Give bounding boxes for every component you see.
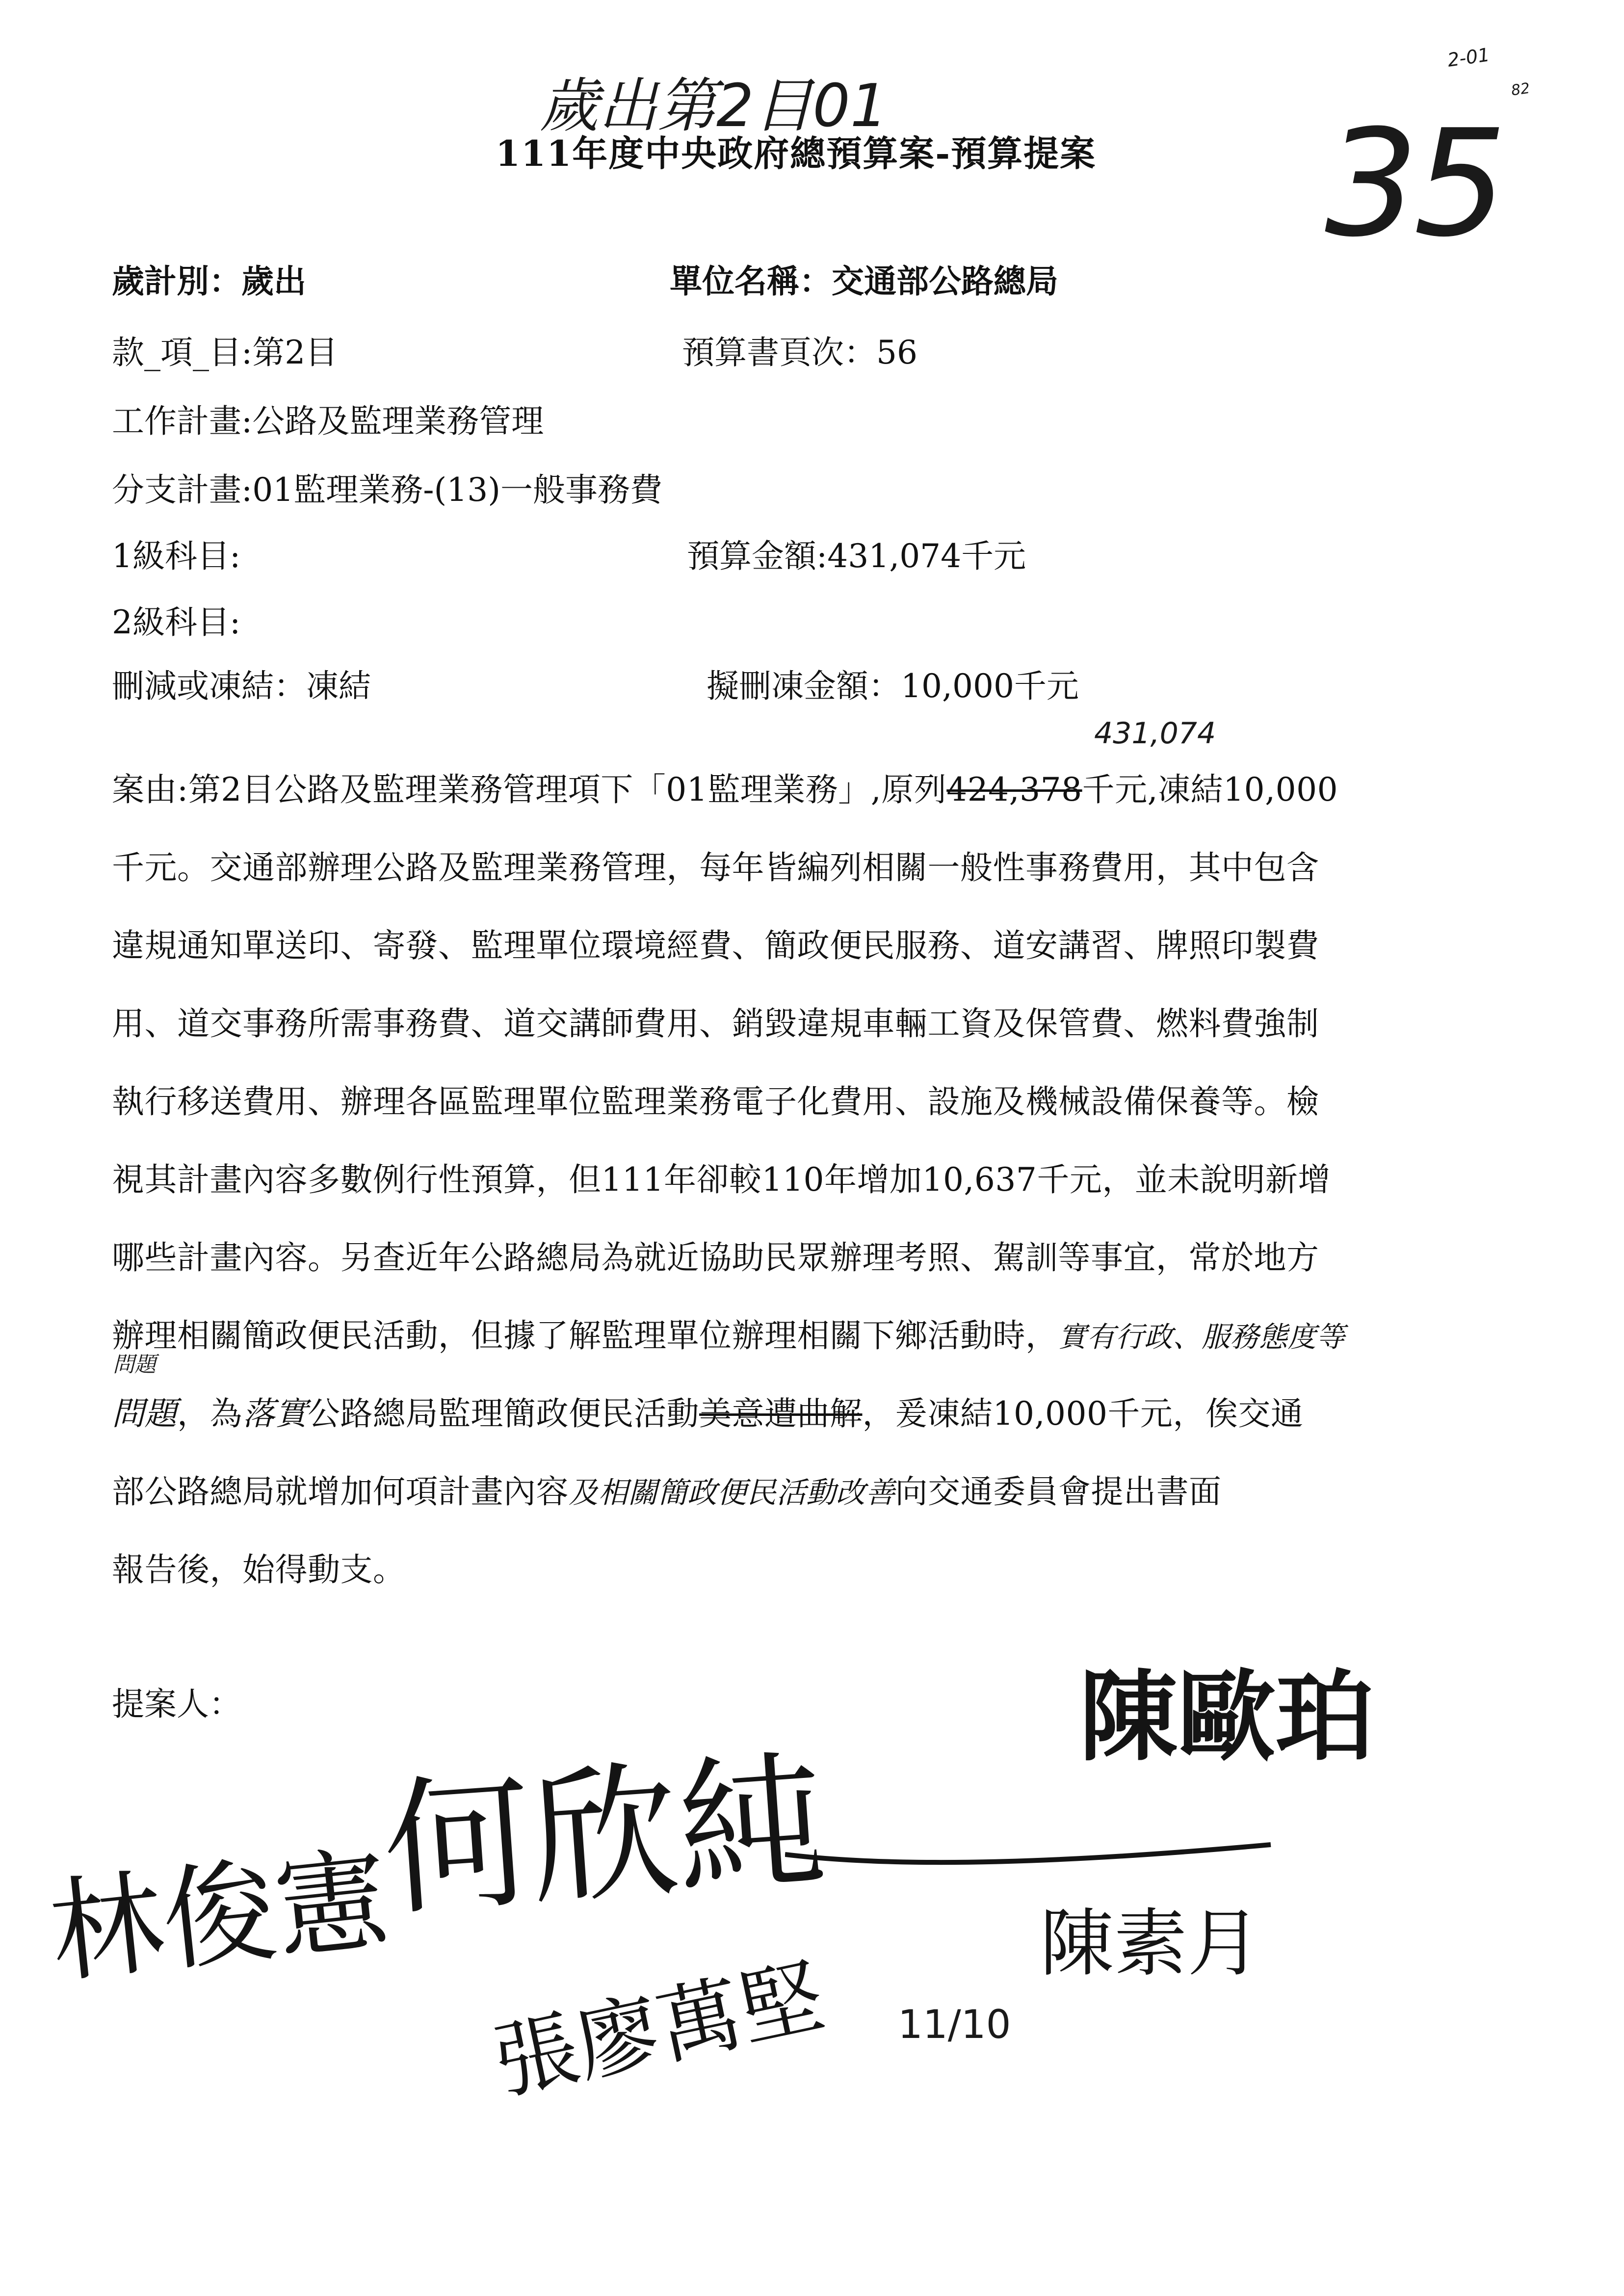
signature-4: 陳素月 (1040, 1901, 1261, 1986)
handwritten-date: 11/10 (898, 2002, 1011, 2047)
proposal-body (112, 751, 1535, 1609)
handwritten-corner-note: 2-01 (1446, 44, 1491, 71)
action-field: 刪減或凍結：凍結 (112, 667, 371, 705)
signature-underline (785, 1815, 1276, 1874)
signature-1: 何欣純 (378, 1734, 831, 1936)
item-field: 款_項_目:第2目 (112, 334, 338, 371)
body-line-10: 部公路總局就增加何項計畫內容及相關簡政便民活動改善向交通委員會提出書面 (112, 1473, 1222, 1511)
body-line-3: 違規通知單送印、寄發、監理單位環境經費、簡政便民服務、道安講習、牌照印製費 (112, 927, 1319, 965)
plan-type-field: 歲計別：歲出 (112, 262, 306, 300)
work-plan-field: 工作計畫:公路及監理業務管理 (112, 402, 544, 440)
body-line-4: 用、道交事務所需事務費、道交講師費用、銷毀違規車輛工資及保管費、燃料費強制 (112, 1005, 1319, 1043)
handwritten-insert-3: 落實 (242, 1395, 308, 1433)
body-line-11: 報告後，始得動支。 (112, 1551, 406, 1589)
proposer-label: 提案人： (112, 1685, 241, 1723)
proposed-amount-field: 擬刪凍金額：10,000千元 (707, 667, 1079, 705)
handwritten-correction: 431,074 (1094, 716, 1216, 751)
body-line-7: 哪些計畫內容。另查近年公路總局為就近協助民眾辦理考照、駕訓等事宜，常於地方 (112, 1239, 1319, 1277)
budget-amount-field: 預算金額:431,074千元 (687, 537, 1026, 575)
signature-2: 陳歐珀 (1079, 1659, 1374, 1774)
handwritten-code: 歲出第2目01 (540, 72, 888, 140)
body-line-6: 視其計畫內容多數例行性預算，但111年卻較110年增加10,637千元，並未說明新增 (112, 1161, 1331, 1199)
struck-phrase: 美意遭曲解 (699, 1395, 863, 1433)
struck-amount: 424,378 (946, 771, 1082, 809)
body-line-9: 問題，為落實公路總局監理簡政便民活動美意遭曲解，爰凍結10,000千元，俟交通 (112, 1395, 1304, 1433)
handwritten-insert-4: 及相關簡政便民活動改善 (569, 1476, 895, 1510)
body-line-5: 執行移送費用、辦理各區監理單位監理業務電子化費用、設施及機械設備保養等。檢 (112, 1083, 1319, 1121)
sub-plan-field: 分支計畫:01監理業務-(13)一般事務費 (112, 471, 662, 509)
signature-3: 林俊憲 (44, 1833, 395, 2000)
body-line-2: 千元。交通部辦理公路及監理業務管理，每年皆編列相關一般性事務費用，其中包含 (112, 849, 1319, 887)
level1-subject-field: 1級科目: (112, 537, 241, 575)
signature-5: 張廖萬堅 (486, 1948, 833, 2113)
budget-page-field: 預算書頁次：56 (682, 334, 917, 371)
handwritten-insert-2: 問題 (112, 1395, 177, 1433)
level2-subject-field: 2級科目: (112, 603, 241, 641)
handwritten-corner-note-2: 82 (1510, 79, 1531, 100)
body-line-1: 案由:第2目公路及監理業務管理項下「01監理業務」,原列424,378千元,凍結10,000 (112, 771, 1338, 809)
unit-name-field: 單位名稱：交通部公路總局 (670, 262, 1058, 300)
handwritten-margin-note: 問題 (113, 1352, 156, 1377)
body-line-8: 辦理相關簡政便民活動，但據了解監理單位辦理相關下鄉活動時，實有行政、服務態度等 (112, 1317, 1345, 1355)
handwritten-page-number: 35 (1325, 98, 1502, 269)
document-title: 111年度中央政府總預算案-預算提案 (496, 132, 1097, 174)
handwritten-insert-1: 實有行政、服務態度等 (1058, 1320, 1345, 1354)
